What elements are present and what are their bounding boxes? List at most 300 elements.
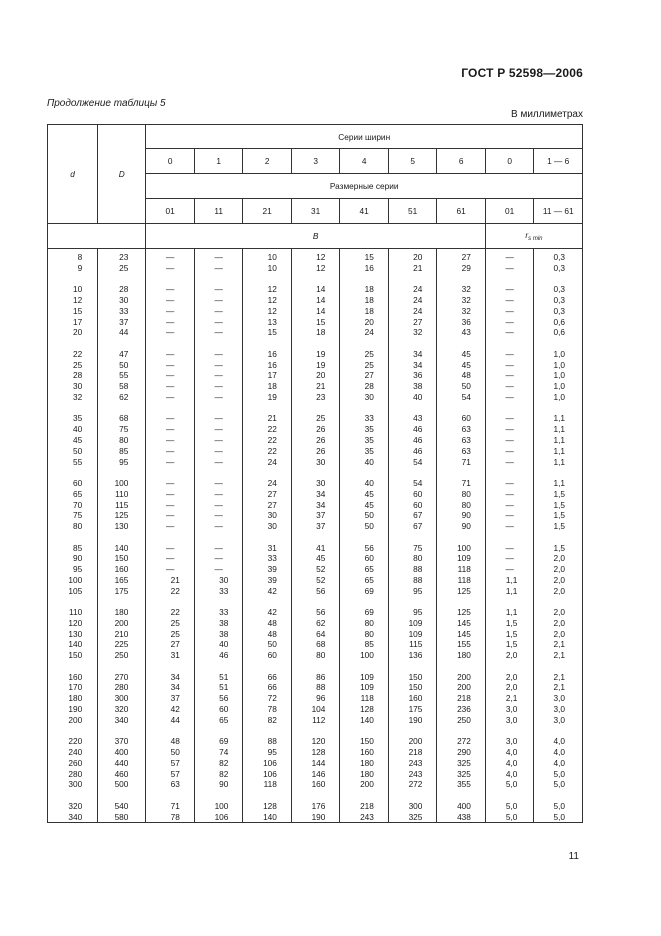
table-cell: 1,1 (485, 596, 534, 617)
table-row (48, 693, 583, 704)
table-cell: 52 (291, 575, 340, 586)
table-cell: 50 (48, 446, 98, 457)
table-cell: 64 (291, 629, 340, 640)
table-cell: — (146, 457, 195, 468)
table-cell: 82 (243, 715, 292, 726)
table-cell: — (146, 263, 195, 274)
table-row (48, 392, 583, 403)
table-cell: 320 (48, 790, 98, 811)
table-cell: 115 (98, 500, 146, 511)
width-series-cell: 2 (243, 149, 292, 174)
table-cell: — (146, 327, 195, 338)
table-cell: 95 (48, 564, 98, 575)
table-cell: 80 (48, 521, 98, 532)
table-row (48, 263, 583, 274)
table-cell: 3,0 (485, 704, 534, 715)
table-cell: 200 (388, 726, 437, 747)
table-cell: 33 (243, 553, 292, 564)
table-cell: — (146, 381, 195, 392)
table-cell: 70 (48, 500, 98, 511)
table-cell: 340 (48, 812, 98, 823)
table-cell: 18 (291, 327, 340, 338)
table-cell: 45 (48, 435, 98, 446)
table-cell: 100 (98, 467, 146, 488)
table-cell: — (194, 306, 243, 317)
table-cell: 136 (388, 650, 437, 661)
table-cell: 17 (48, 317, 98, 328)
table-cell: 120 (291, 726, 340, 747)
table-row (48, 295, 583, 306)
table-cell: 95 (388, 596, 437, 617)
table-cell: — (146, 306, 195, 317)
table-cell: 270 (98, 661, 146, 682)
table-cell: 3,0 (485, 726, 534, 747)
header-r-s-min (485, 224, 582, 249)
table-row (48, 532, 583, 553)
table-row (48, 457, 583, 468)
table-cell: 112 (291, 715, 340, 726)
table-cell: 90 (48, 553, 98, 564)
table-cell: 128 (291, 747, 340, 758)
table-cell: 20 (340, 317, 389, 328)
table-cell: 118 (243, 779, 292, 790)
table-row (48, 489, 583, 500)
table-cell: 80 (437, 500, 486, 511)
table-cell: 340 (98, 715, 146, 726)
table-cell: 75 (98, 424, 146, 435)
table-cell: 27 (388, 317, 437, 328)
header-d: d (48, 125, 98, 224)
table-cell: — (485, 392, 534, 403)
page-number: 11 (568, 851, 579, 862)
table-cell: 4,0 (485, 747, 534, 758)
table-cell: 150 (340, 726, 389, 747)
table-cell: 30 (243, 521, 292, 532)
table-cell: 5,0 (485, 790, 534, 811)
table-cell: 23 (98, 249, 146, 263)
table-cell: — (146, 553, 195, 564)
table-cell: 243 (340, 812, 389, 823)
table-row (48, 650, 583, 661)
table-cell: — (146, 435, 195, 446)
table-cell: 2,1 (534, 639, 583, 650)
table-cell: — (146, 521, 195, 532)
table-cell: 37 (98, 317, 146, 328)
table-cell: 580 (98, 812, 146, 823)
table-cell: 176 (291, 790, 340, 811)
table-cell: — (485, 435, 534, 446)
table-cell: 67 (388, 510, 437, 521)
table-row (48, 327, 583, 338)
table-cell: 50 (146, 747, 195, 758)
header-dimension-series: Размерные серии (146, 174, 583, 199)
table-cell: 44 (98, 327, 146, 338)
table-cell: 10 (48, 274, 98, 295)
table-cell: 95 (388, 586, 437, 597)
table-cell: 19 (243, 392, 292, 403)
table-cell: 250 (437, 715, 486, 726)
table-cell: 85 (48, 532, 98, 553)
table-cell: 85 (98, 446, 146, 457)
table-cell: 62 (291, 618, 340, 629)
table-row (48, 596, 583, 617)
table-cell: 106 (194, 812, 243, 823)
table-cell: 51 (194, 661, 243, 682)
table-cell: 80 (437, 489, 486, 500)
table-cell: 42 (146, 704, 195, 715)
table-cell: 45 (340, 500, 389, 511)
table-cell: 200 (437, 682, 486, 693)
table-cell: 0,3 (534, 249, 583, 263)
table-cell: 78 (243, 704, 292, 715)
table-cell: 21 (388, 263, 437, 274)
table-cell: 69 (340, 596, 389, 617)
table-cell: — (146, 360, 195, 371)
table-row (48, 274, 583, 295)
table-cell: — (485, 489, 534, 500)
table-cell: 300 (48, 779, 98, 790)
table-row (48, 467, 583, 488)
table-cell: 109 (437, 553, 486, 564)
table-cell: 40 (340, 467, 389, 488)
table-cell: — (194, 392, 243, 403)
table-cell: 2,0 (485, 682, 534, 693)
table-cell: 27 (437, 249, 486, 263)
table-cell: 250 (98, 650, 146, 661)
table-cell: 200 (98, 618, 146, 629)
table-cell: — (485, 317, 534, 328)
table-cell: 27 (340, 370, 389, 381)
table-cell: 19 (291, 360, 340, 371)
table-cell: 145 (437, 618, 486, 629)
table-cell: 34 (291, 489, 340, 500)
table-cell: 37 (291, 510, 340, 521)
table-cell: 1,1 (534, 446, 583, 457)
table-cell: 42 (243, 596, 292, 617)
table-cell: 109 (340, 661, 389, 682)
table-cell: 71 (437, 457, 486, 468)
table-cell: 320 (98, 704, 146, 715)
table-cell: — (194, 338, 243, 359)
table-row (48, 790, 583, 811)
table-cell: 438 (437, 812, 486, 823)
table-cell: 60 (388, 500, 437, 511)
table-cell: 56 (340, 532, 389, 553)
table-cell: 12 (291, 263, 340, 274)
table-cell: 0,6 (534, 317, 583, 328)
table-cell: 210 (98, 629, 146, 640)
table-cell: 54 (388, 467, 437, 488)
table-cell: 18 (243, 381, 292, 392)
table-cell: 4,0 (534, 747, 583, 758)
table-cell: 35 (340, 446, 389, 457)
table-cell: 218 (437, 693, 486, 704)
table-cell: 2,1 (534, 661, 583, 682)
table-cell: 200 (48, 715, 98, 726)
table-cell: 31 (146, 650, 195, 661)
table-cell: 1,5 (534, 489, 583, 500)
table-row (48, 403, 583, 424)
table-cell: 80 (291, 650, 340, 661)
table-row (48, 758, 583, 769)
table-cell: 15 (243, 327, 292, 338)
table-cell: 180 (437, 650, 486, 661)
table-cell: 28 (98, 274, 146, 295)
table-cell: 1,0 (534, 338, 583, 359)
table-cell: 90 (194, 779, 243, 790)
table-cell: — (146, 510, 195, 521)
table-cell: — (485, 249, 534, 263)
table-cell: 65 (340, 575, 389, 586)
table-cell: 0,6 (534, 327, 583, 338)
standard-designation: ГОСТ Р 52598—2006 (461, 66, 583, 80)
table-cell: 50 (437, 381, 486, 392)
table-cell: 325 (437, 769, 486, 780)
units-note: В миллиметрах (511, 109, 583, 120)
table-cell: 1,1 (534, 435, 583, 446)
table-cell: 0,3 (534, 274, 583, 295)
table-cell: 10 (243, 249, 292, 263)
table-cell: 300 (98, 693, 146, 704)
table-cell: — (146, 500, 195, 511)
table-cell: 60 (437, 403, 486, 424)
table-cell: 118 (437, 564, 486, 575)
table-cell: — (146, 274, 195, 295)
table-cell: 4,0 (534, 726, 583, 747)
table-cell: 34 (388, 338, 437, 359)
table-cell: — (146, 317, 195, 328)
table-cell: 3,0 (534, 704, 583, 715)
table-cell: 325 (388, 812, 437, 823)
table-cell: — (485, 532, 534, 553)
table-cell: — (194, 295, 243, 306)
table-cell: 22 (243, 435, 292, 446)
table-cell: 30 (48, 381, 98, 392)
table-cell: 24 (243, 457, 292, 468)
table-cell: 55 (98, 370, 146, 381)
table-cell: 28 (48, 370, 98, 381)
table-cell: 1,0 (534, 381, 583, 392)
table-cell: 109 (340, 682, 389, 693)
table-cell: 14 (291, 274, 340, 295)
dimension-series-cell: 01 (485, 199, 534, 224)
table-cell: — (194, 532, 243, 553)
table-cell: — (194, 553, 243, 564)
table-cell: 32 (388, 327, 437, 338)
table-cell: — (146, 392, 195, 403)
table-cell: 24 (340, 327, 389, 338)
table-cell: 0,3 (534, 295, 583, 306)
table-cell: 280 (48, 769, 98, 780)
table-cell: 27 (243, 500, 292, 511)
table-cell: 22 (243, 446, 292, 457)
table-cell: 5,0 (485, 779, 534, 790)
table-cell: — (485, 500, 534, 511)
table-cell: 37 (146, 693, 195, 704)
table-cell: 46 (194, 650, 243, 661)
table-cell: 45 (437, 338, 486, 359)
table-cell: 190 (291, 812, 340, 823)
table-cell: 240 (48, 747, 98, 758)
table-cell: 50 (98, 360, 146, 371)
table-cell: 22 (243, 424, 292, 435)
dimension-series-cell: 61 (437, 199, 486, 224)
table-cell: — (194, 467, 243, 488)
table-cell: 66 (243, 661, 292, 682)
table-cell: 38 (194, 629, 243, 640)
table-cell: — (485, 306, 534, 317)
table-cell: 63 (146, 779, 195, 790)
table-cell: 9 (48, 263, 98, 274)
table-cell: 110 (48, 596, 98, 617)
table-cell: 65 (48, 489, 98, 500)
table-cell: — (194, 249, 243, 263)
table-cell: 140 (98, 532, 146, 553)
table-cell: 100 (340, 650, 389, 661)
table-cell: — (194, 274, 243, 295)
table-cell: — (485, 553, 534, 564)
table-cell: 1,5 (534, 521, 583, 532)
width-series-cell: 4 (340, 149, 389, 174)
table-cell: 39 (243, 575, 292, 586)
table-row (48, 317, 583, 328)
table-cell: 30 (291, 467, 340, 488)
table-cell: 125 (98, 510, 146, 521)
table-cell: 75 (388, 532, 437, 553)
table-cell: 36 (388, 370, 437, 381)
table-cell: — (146, 338, 195, 359)
table-row (48, 381, 583, 392)
table-cell: — (194, 435, 243, 446)
table-cell: — (146, 532, 195, 553)
table-cell: 1,5 (534, 500, 583, 511)
width-series-cell: 0 (485, 149, 534, 174)
table-cell: 42 (243, 586, 292, 597)
table-cell: 74 (194, 747, 243, 758)
table-row (48, 446, 583, 457)
table-row (48, 435, 583, 446)
table-cell: 50 (340, 521, 389, 532)
table-cell: 22 (146, 596, 195, 617)
table-cell: 20 (388, 249, 437, 263)
table-cell: 160 (291, 779, 340, 790)
table-cell: 225 (98, 639, 146, 650)
table-cell: — (194, 327, 243, 338)
table-row (48, 306, 583, 317)
table-cell: — (194, 360, 243, 371)
table-cell: 14 (291, 295, 340, 306)
table-cell: 2,1 (534, 682, 583, 693)
table-cell: 0,3 (534, 306, 583, 317)
header-B: B (146, 224, 486, 249)
table-cell: 82 (194, 758, 243, 769)
table-cell: 109 (388, 618, 437, 629)
table-cell: — (194, 500, 243, 511)
table-cell: 180 (340, 758, 389, 769)
dimension-series-cell: 31 (291, 199, 340, 224)
table-cell: 3,0 (534, 715, 583, 726)
table-cell: 71 (146, 790, 195, 811)
table-cell: 105 (48, 586, 98, 597)
table-cell: 24 (388, 306, 437, 317)
table-cell: — (485, 263, 534, 274)
table-cell: 4,0 (485, 758, 534, 769)
table-row (48, 424, 583, 435)
table-cell: 100 (48, 575, 98, 586)
table-row (48, 715, 583, 726)
table-row (48, 360, 583, 371)
table-cell: 160 (388, 693, 437, 704)
table-cell: 69 (194, 726, 243, 747)
table-cell: 63 (437, 435, 486, 446)
table-cell: 260 (48, 758, 98, 769)
table-cell: 12 (243, 274, 292, 295)
table-cell: 175 (388, 704, 437, 715)
table-cell: — (146, 295, 195, 306)
table-cell: 1,0 (534, 392, 583, 403)
table-cell: 57 (146, 769, 195, 780)
table-cell: 1,5 (485, 629, 534, 640)
table-cell: 13 (243, 317, 292, 328)
table-row (48, 661, 583, 682)
table-cell: 48 (146, 726, 195, 747)
table-cell: 16 (340, 263, 389, 274)
table-cell: 85 (340, 639, 389, 650)
dimension-series-cell: 01 (146, 199, 195, 224)
table-cell: — (485, 381, 534, 392)
table-cell: 54 (388, 457, 437, 468)
table-cell: 243 (388, 758, 437, 769)
table-cell: 2,0 (534, 553, 583, 564)
table-cell: 25 (291, 403, 340, 424)
table-cell: — (194, 564, 243, 575)
table-cell: 1,1 (485, 586, 534, 597)
table-cell: — (485, 521, 534, 532)
table-cell: 3,0 (485, 715, 534, 726)
header-blank (48, 224, 146, 249)
table-cell: 125 (437, 596, 486, 617)
table-cell: 130 (48, 629, 98, 640)
table-cell: 12 (48, 295, 98, 306)
table-cell: 180 (340, 769, 389, 780)
table-cell: — (194, 263, 243, 274)
table-cell: 16 (243, 360, 292, 371)
table-cell: 1,5 (485, 639, 534, 650)
table-cell: 38 (194, 618, 243, 629)
table-row (48, 779, 583, 790)
table-cell: 24 (388, 295, 437, 306)
table-cell: 48 (243, 629, 292, 640)
table-cell: 15 (291, 317, 340, 328)
table-cell: 39 (243, 564, 292, 575)
table-cell: 160 (48, 661, 98, 682)
dimensions-table (47, 124, 583, 823)
table-cell: 18 (340, 306, 389, 317)
table-row (48, 747, 583, 758)
table-cell: 128 (243, 790, 292, 811)
table-cell: 110 (98, 489, 146, 500)
table-row (48, 249, 583, 263)
table-cell: — (146, 489, 195, 500)
table-cell: 2,0 (534, 596, 583, 617)
table-cell: — (485, 564, 534, 575)
table-cell: 25 (146, 629, 195, 640)
table-row (48, 564, 583, 575)
table-cell: 45 (291, 553, 340, 564)
table-cell: 109 (388, 629, 437, 640)
table-cell: 41 (291, 532, 340, 553)
table-cell: — (146, 403, 195, 424)
